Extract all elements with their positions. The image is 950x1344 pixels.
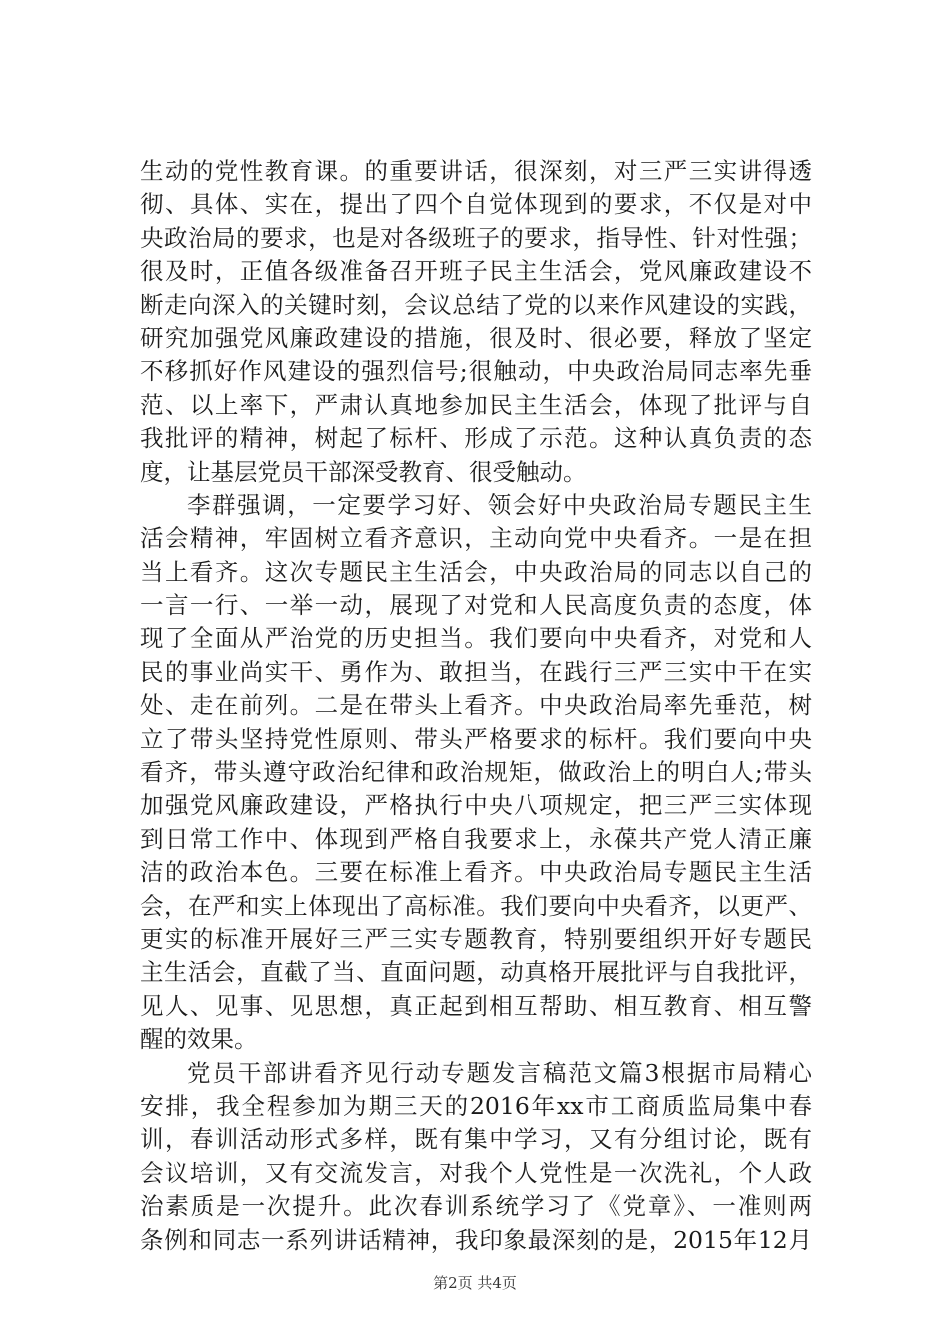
text-line: 现了全面从严治党的历史担当。我们要向中央看齐，对党和人 (140, 624, 812, 653)
text-line: 立了带头坚持党性原则、带头严格要求的标杆。我们要向中央 (140, 724, 812, 753)
text-line: 处、走在前列。二是在带头上看齐。中央政治局率先垂范，树 (140, 691, 812, 720)
text-line: 会议培训，又有交流发言，对我个人党性是一次洗礼，个人政 (140, 1158, 812, 1187)
text-line: 会，在严和实上体现出了高标准。我们要向中央看齐，以更严、 (140, 891, 812, 920)
text-line: 当上看齐。这次专题民主生活会，中央政治局的同志以自己的 (140, 557, 812, 586)
text-line: 民的事业尚实干、勇作为、敢担当，在践行三严三实中干在实 (140, 657, 812, 686)
text-line: 断走向深入的关键时刻，会议总结了党的以来作风建设的实践， (140, 290, 812, 319)
text-line: 训，春训活动形式多样，既有集中学习，又有分组讨论，既有 (140, 1125, 812, 1154)
paragraph-start-line: 李群强调，一定要学习好、领会好中央政治局专题民主生 (187, 490, 812, 519)
text-line: 我批评的精神，树起了标杆、形成了示范。这种认真负责的态 (140, 424, 812, 453)
page-number-footer: 第2页 共4页 (433, 1274, 517, 1292)
body-text (140, 155, 812, 1257)
text-line: 治素质是一次提升。此次春训系统学习了《党章》、一准则两 (140, 1192, 812, 1221)
text-line: 彻、具体、实在，提出了四个自觉体现到的要求，不仅是对中 (140, 190, 812, 219)
text-line: 不移抓好作风建设的强烈信号;很触动，中央政治局同志率先垂 (140, 357, 812, 386)
text-line: 一言一行、一举一动，展现了对党和人民高度负责的态度，体 (140, 591, 812, 620)
text-line: 条例和同志一系列讲话精神，我印象最深刻的是，2015年12月 (140, 1225, 812, 1254)
text-line: 主生活会，直截了当、直面问题，动真格开展批评与自我批评， (140, 958, 812, 987)
text-line: 看齐，带头遵守政治纪律和政治规矩，做政治上的明白人;带头 (140, 758, 812, 787)
text-line: 安排，我全程参加为期三天的2016年xx市工商质监局集中春 (140, 1091, 812, 1120)
text-line: 度，让基层党员干部深受教育、很受触动。 (140, 457, 587, 486)
text-line: 洁的政治本色。三要在标准上看齐。中央政治局专题民主生活 (140, 858, 812, 887)
text-line: 更实的标准开展好三严三实专题教育，特别要组织开好专题民 (140, 924, 812, 953)
text-line: 醒的效果。 (140, 1025, 258, 1054)
text-line: 活会精神，牢固树立看齐意识，主动向党中央看齐。一是在担 (140, 524, 812, 553)
text-line: 很及时，正值各级准备召开班子民主生活会，党风廉政建设不 (140, 257, 812, 286)
paragraph-start-line: 党员干部讲看齐见行动专题发言稿范文篇3根据市局精心 (187, 1058, 812, 1087)
text-line: 央政治局的要求，也是对各级班子的要求，指导性、针对性强； (140, 223, 812, 252)
text-line: 到日常工作中、体现到严格自我要求上，永葆共产党人清正廉 (140, 824, 812, 853)
text-line: 范、以上率下，严肃认真地参加民主生活会，体现了批评与自 (140, 390, 812, 419)
text-line: 研究加强党风廉政建设的措施，很及时、很必要，释放了坚定 (140, 323, 812, 352)
text-line: 生动的党性教育课。的重要讲话，很深刻，对三严三实讲得透 (140, 157, 812, 185)
text-line: 见人、见事、见思想，真正起到相互帮助、相互教育、相互警 (140, 991, 812, 1020)
text-line: 加强党风廉政建设，严格执行中央八项规定，把三严三实体现 (140, 791, 812, 820)
